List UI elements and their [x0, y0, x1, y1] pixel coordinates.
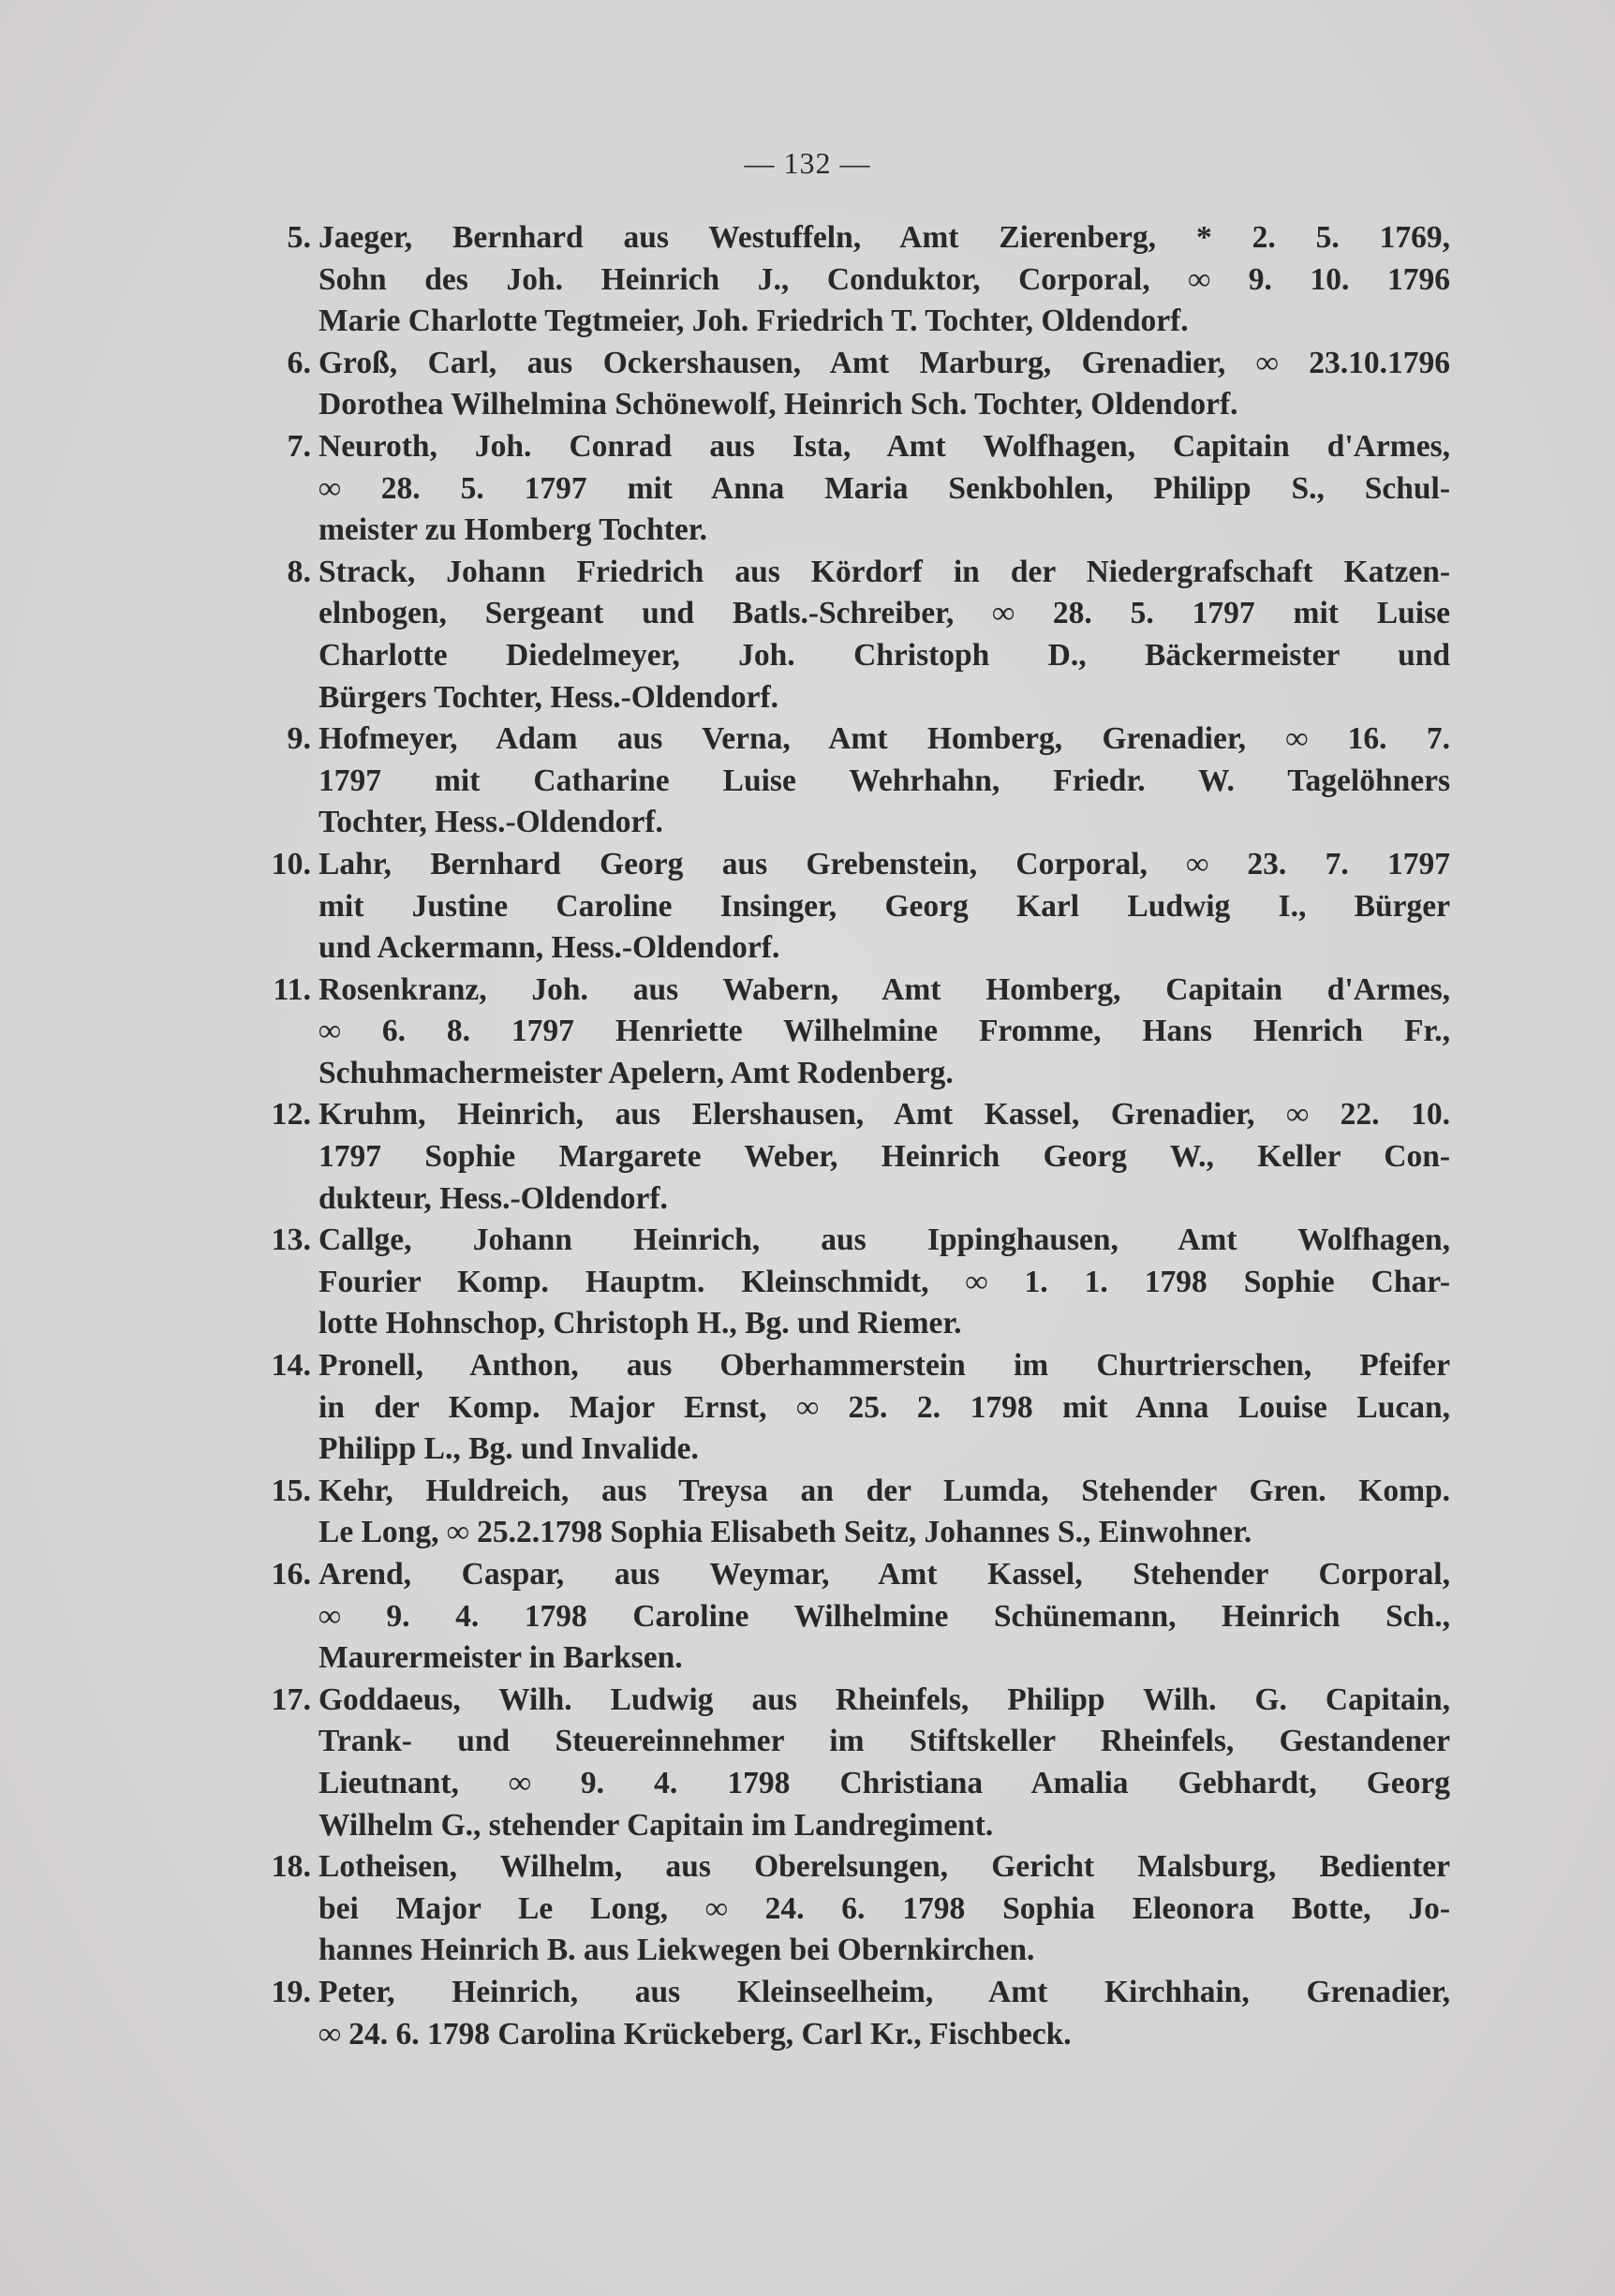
entry-text-line: elnbogen, Sergeant und Batls.-Schreiber, ∞ 28. 5. 1797 mit Luise [319, 596, 1450, 631]
entry-text-line: Schuhmachermeister Apelern, Amt Rodenberg. [319, 1055, 954, 1090]
entry-text-line: Fourier Komp. Hauptm. Kleinschmidt, ∞ 1. 1. 1798 Sophie Char- [319, 1264, 1450, 1299]
entry-text-line: Maurermeister in Barksen. [319, 1640, 683, 1676]
entry-text-line: Charlotte Diedelmeyer, Joh. Christoph D., Bäckermeister und [319, 637, 1450, 673]
list-item [234, 1220, 1450, 1345]
entry-text-line: ∞ 6. 8. 1797 Henriette Wilhelmine Fromme, Hans Henrich Fr., [319, 1014, 1450, 1049]
entry-number: 17. [271, 1681, 311, 1717]
entry-text-line: Kehr, Huldreich, aus Treysa an der Lumda, Stehender Gren. Komp. [319, 1473, 1450, 1508]
entry-text-line: ∞ 9. 4. 1798 Caroline Wilhelmine Schünemann, Heinrich Sch., [319, 1598, 1450, 1634]
list-item [234, 970, 1450, 1095]
page-number: — 132 — [744, 146, 871, 180]
entry-text-line: ∞ 28. 5. 1797 mit Anna Maria Senkbohlen, Philipp S., Schul- [319, 470, 1450, 506]
entry-text-line: meister zu Homberg Tochter. [319, 512, 707, 548]
entry-text-line: Bürgers Tochter, Hess.-Oldendorf. [319, 679, 779, 715]
list-item [234, 217, 1450, 343]
entry-number: 15. [271, 1473, 311, 1508]
entry-number: 19. [271, 1974, 311, 2009]
entry-text-line: Strack, Johann Friedrich aus Kördorf in der Niedergrafschaft Katzen- [319, 554, 1450, 589]
entry-text-line: mit Justine Caroline Insinger, Georg Karl Ludwig I., Bürger [319, 888, 1450, 924]
entry-text-line: Pronell, Anthon, aus Oberhammerstein im Churtrierschen, Pfeifer [319, 1348, 1450, 1384]
entry-number: 14. [271, 1348, 311, 1384]
list-item [234, 844, 1450, 970]
entry-text-line: Tochter, Hess.-Oldendorf. [319, 805, 663, 840]
list-item [234, 426, 1450, 552]
list-item [234, 1846, 1450, 1972]
entry-text-line: Dorothea Wilhelmina Schönewolf, Heinrich Sch. Tochter, Oldendorf. [319, 387, 1238, 422]
entry-number: 9. [287, 721, 311, 757]
entry-number: 8. [287, 554, 311, 589]
entry-text-line: hannes Heinrich B. aus Liekwegen bei Obernkirchen. [319, 1933, 1035, 1968]
list-item [234, 1554, 1450, 1680]
entry-number: 5. [287, 220, 311, 255]
list-item [234, 1094, 1450, 1220]
list-item [234, 1972, 1450, 2055]
entry-text-line: Hofmeyer, Adam aus Verna, Amt Homberg, Grenadier, ∞ 16. 7. [319, 721, 1450, 757]
entry-text-line: 1797 Sophie Margarete Weber, Heinrich Georg W., Keller Con- [319, 1139, 1450, 1175]
entry-number: 12. [271, 1097, 311, 1133]
entry-number: 7. [287, 428, 311, 464]
entry-text-line: Lotheisen, Wilhelm, aus Oberelsungen, Gericht Malsburg, Bedienter [319, 1849, 1450, 1885]
entry-text-line: und Ackermann, Hess.-Oldendorf. [319, 930, 780, 966]
entry-text-line: lotte Hohnschop, Christoph H., Bg. und Riemer. [319, 1306, 962, 1341]
entry-text-line: bei Major Le Long, ∞ 24. 6. 1798 Sophia Eleonora Botte, Jo- [319, 1890, 1450, 1926]
entry-text-line: Groß, Carl, aus Ockershausen, Amt Marburg, Grenadier, ∞ 23.10.1796 [319, 345, 1450, 380]
list-item [234, 1345, 1450, 1471]
entry-text-line: Neuroth, Joh. Conrad aus Ista, Amt Wolfhagen, Capitain d'Armes, [319, 428, 1450, 464]
entry-number: 10. [271, 846, 311, 881]
entry-text-line: Jaeger, Bernhard aus Westuffeln, Amt Zierenberg, * 2. 5. 1769, [319, 220, 1450, 255]
list-item [234, 552, 1450, 718]
entry-number: 16. [271, 1557, 311, 1592]
entry-text-line: Wilhelm G., stehender Capitain im Landregiment. [319, 1807, 994, 1843]
entry-text-line: Goddaeus, Wilh. Ludwig aus Rheinfels, Philipp Wilh. G. Capitain, [319, 1681, 1450, 1717]
entry-text-line: Kruhm, Heinrich, aus Elershausen, Amt Kassel, Grenadier, ∞ 22. 10. [319, 1097, 1450, 1133]
entry-text-line: dukteur, Hess.-Oldendorf. [319, 1180, 668, 1216]
entry-text-line: Peter, Heinrich, aus Kleinseelheim, Amt Kirchhain, Grenadier, [319, 1974, 1450, 2009]
list-item [234, 1471, 1450, 1554]
entry-number: 18. [271, 1849, 311, 1885]
entry-number: 11. [273, 971, 311, 1007]
entry-text-line: Arend, Caspar, aus Weymar, Amt Kassel, Stehender Corporal, [319, 1557, 1450, 1592]
entry-text-line: Rosenkranz, Joh. aus Wabern, Amt Homberg, Capitain d'Armes, [319, 971, 1450, 1007]
entry-text-line: 1797 mit Catharine Luise Wehrhahn, Friedr. W. Tagelöhners [319, 763, 1450, 798]
entry-text-line: Lieutnant, ∞ 9. 4. 1798 Christiana Amalia Gebhardt, Georg [319, 1765, 1450, 1800]
entry-text-line: Philipp L., Bg. und Invalide. [319, 1431, 699, 1467]
list-item [234, 343, 1450, 426]
list-item [234, 1680, 1450, 1846]
entry-text-line: ∞ 24. 6. 1798 Carolina Krückeberg, Carl Kr., Fischbeck. [319, 2016, 1072, 2052]
entry-text-line: Sohn des Joh. Heinrich J., Conduktor, Corporal, ∞ 9. 10. 1796 [319, 261, 1450, 297]
entry-number: 13. [271, 1222, 311, 1258]
entry-list [234, 217, 1450, 2055]
entry-text-line: Marie Charlotte Tegtmeier, Joh. Friedrich T. Tochter, Oldendorf. [319, 304, 1189, 339]
entry-text-line: Lahr, Bernhard Georg aus Grebenstein, Corporal, ∞ 23. 7. 1797 [319, 846, 1450, 881]
entry-text-line: in der Komp. Major Ernst, ∞ 25. 2. 1798 mit Anna Louise Lucan, [319, 1389, 1450, 1425]
entry-text-line: Callge, Johann Heinrich, aus Ippinghausen, Amt Wolfhagen, [319, 1222, 1450, 1258]
entry-text-line: Trank- und Steuereinnehmer im Stiftskeller Rheinfels, Gestandener [319, 1724, 1450, 1759]
entry-text-line: Le Long, ∞ 25.2.1798 Sophia Elisabeth Seitz, Johannes S., Einwohner. [319, 1515, 1252, 1550]
list-item [234, 718, 1450, 844]
entry-number: 6. [287, 345, 311, 380]
